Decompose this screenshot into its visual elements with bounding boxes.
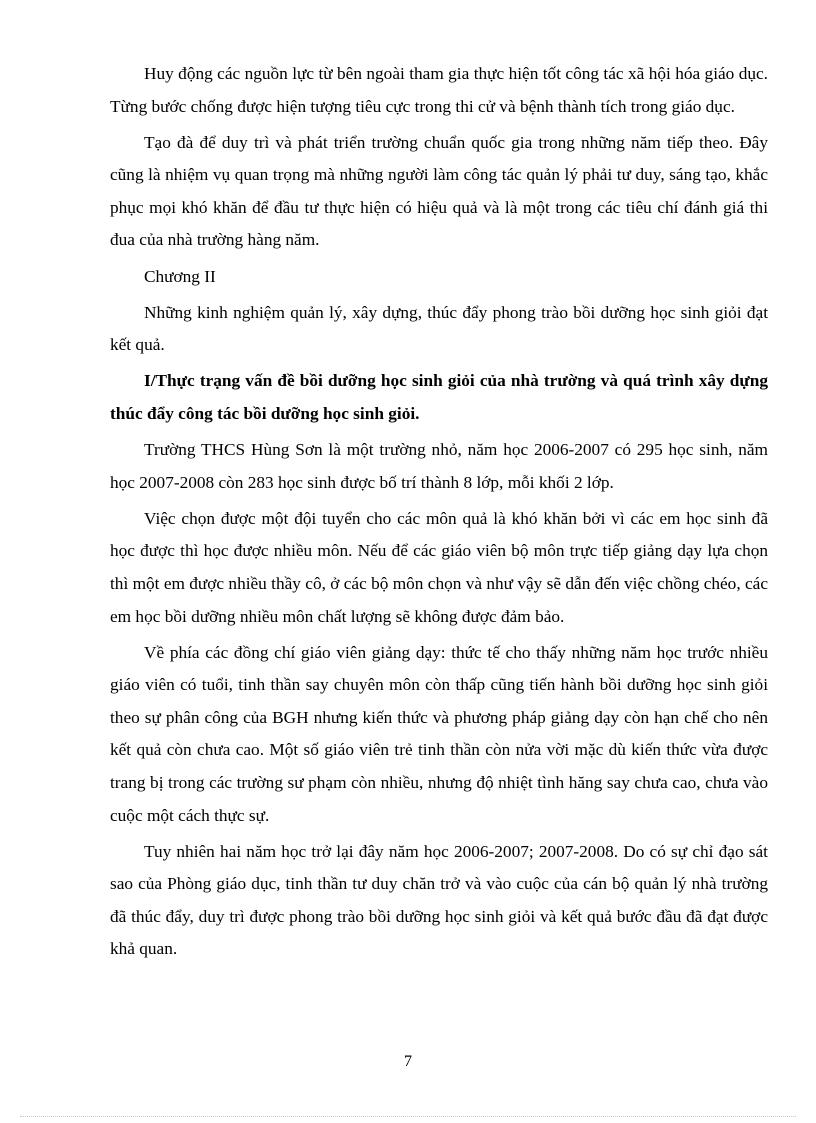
paragraph-teachers: Về phía các đồng chí giáo viên giảng dạy: thức tế cho thấy những năm học trước nhiều giáo viên có tuổi, tinh thần say chuyên môn còn thấp cũng tiến hành bồi dưỡng học sinh giỏi theo sự phân công của BGH nhưng kiến thức và phương pháp giảng dạy còn hạn chế cho nên kết quả còn chưa cao. Một số giáo viên trẻ tinh thần còn nửa vời mặc dù kiến thức vừa được trang bị trong các trường sư phạm còn nhiều, nhưng độ nhiệt tình hăng say chưa cao, chưa vào cuộc một cách thực sự. [110, 642, 768, 825]
section-heading: I/Thực trạng vấn đề bồi dưỡng học sinh giỏi của nhà trường và quá trình xây dựng thúc đẩy công tác bồi dưỡng học sinh giỏi. [110, 371, 768, 423]
paragraph-school-size: Trường THCS Hùng Sơn là một trường nhỏ, năm học 2006-2007 có 295 học sinh, năm học 2007-2008 còn 283 học sinh được bố trí thành 8 lớp, mỗi khối 2 lớp. [110, 440, 768, 492]
page-bottom-divider [20, 1116, 796, 1117]
chapter-title: Chương II [144, 266, 216, 286]
page-body [110, 58, 768, 970]
page-number: 7 [404, 1053, 412, 1070]
chapter-subtitle: Những kinh nghiệm quản lý, xây dựng, thúc đẩy phong trào bồi dưỡng học sinh giỏi đạt kết quả. [110, 302, 768, 355]
paragraph-recent-years: Tuy nhiên hai năm học trở lại đây năm học 2006-2007; 2007-2008. Do có sự chỉ đạo sát sao của Phòng giáo dục, tinh thần tư duy chăn trở và vào cuộc của cán bộ quản lý nhà trường đã thúc đẩy, duy trì được phong trào bồi dưỡng học sinh giỏi và kết quả bước đầu đã đạt được khả quan. [110, 841, 768, 959]
paragraph-national-standard: Tạo đà để duy trì và phát triển trường chuẩn quốc gia trong những năm tiếp theo. Đây cũng là nhiệm vụ quan trọng mà những người làm công tác quản lý phải tư duy, sáng tạo, khắc phục mọi khó khăn để đầu tư thực hiện có hiệu quả và là một trong các tiêu chí đánh giá thi đua của nhà trường hàng năm. [110, 132, 768, 250]
paragraph-social-resources: Huy động các nguồn lực từ bên ngoài tham gia thực hiện tốt công tác xã hội hóa giáo dục. Từng bước chống được hiện tượng tiêu cực trong thi cử và bệnh thành tích trong giáo dục. [110, 64, 768, 116]
paragraph-team-selection: Việc chọn được một đội tuyển cho các môn quả là khó khăn bởi vì các em học sinh đã học được thì học được nhiều môn. Nếu để các giáo viên bộ môn trực tiếp giảng dạy lựa chọn thì một em được nhiều thầy cô, ở các bộ môn chọn và như vậy sẽ dẫn đến việc chồng chéo, các em học bồi dưỡng nhiều môn chất lượng sẽ không được đảm bảo. [110, 508, 768, 626]
